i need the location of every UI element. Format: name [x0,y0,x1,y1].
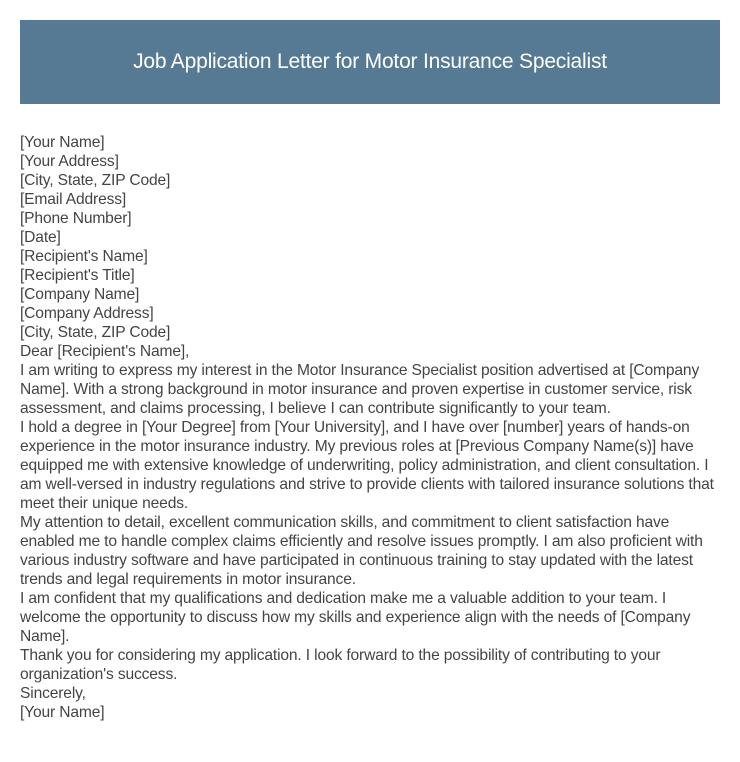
letter-date: [Date] [20,229,61,246]
page-header [20,20,720,104]
paragraph-thanks: Thank you for considering my application. I look forward to the possibility of contributing to your organization's success. [20,647,661,683]
sender-city-state-zip: [City, State, ZIP Code] [20,172,171,189]
paragraph-intro: I am writing to express my interest in the Motor Insurance Specialist position advertised at [Company Name]. With a strong background in motor insurance and proven expertise in customer service, risk assessment, and claims processing, I believe I can contribute significantly to your team. [20,362,700,417]
recipient-company: [Company Name] [20,286,140,303]
sender-email: [Email Address] [20,191,127,208]
page-title: Job Application Letter for Motor Insurance Specialist [133,50,607,73]
sender-address: [Your Address] [20,153,119,170]
recipient-address: [Company Address] [20,305,154,322]
paragraph-confidence: I am confident that my qualifications and dedication make me a valuable addition to your team. I welcome the opportunity to discuss how my skills and experience align with the needs of [Company Name]. [20,590,691,645]
recipient-title: [Recipient's Title] [20,267,135,284]
salutation: Dear [Recipient's Name], [20,343,190,360]
paragraph-education: I hold a degree in [Your Degree] from [Your University], and I have over [number] years of hands-on experience in the motor insurance industry. My previous roles at [Previous Company Name(s)] have equipped me with extensive knowledge of underwriting, policy administration, and client consultation. I am well-versed in industry regulations and strive to provide clients with tailored insurance solutions that meet their unique needs. [20,419,714,512]
sender-name: [Your Name] [20,134,105,151]
letter-body [20,133,720,722]
recipient-name: [Recipient's Name] [20,248,148,265]
sender-phone: [Phone Number] [20,210,132,227]
paragraph-skills: My attention to detail, excellent communication skills, and commitment to client satisfaction have enabled me to handle complex claims efficiently and resolve issues promptly. I am also proficient with various industry software and have participated in continuous training to stay updated with the latest trends and legal requirements in motor insurance. [20,514,703,588]
closing: Sincerely, [20,685,86,702]
signature: [Your Name] [20,704,105,721]
recipient-city-state-zip: [City, State, ZIP Code] [20,324,171,341]
